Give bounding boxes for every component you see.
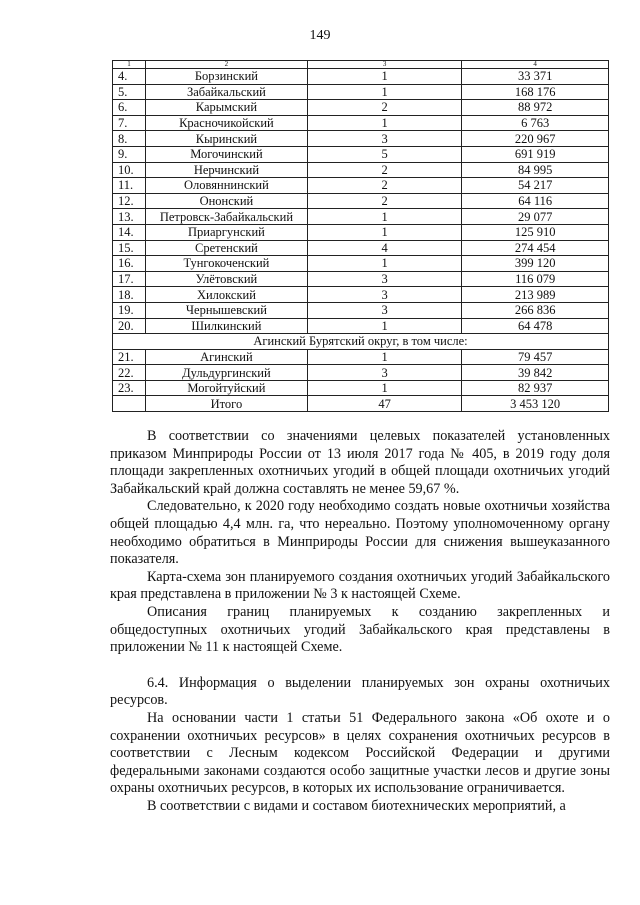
district-name: Приаргунский (145, 224, 307, 240)
hunting-grounds-count: 1 (307, 256, 461, 272)
district-name: Забайкальский (145, 84, 307, 100)
district-name: Ононский (145, 193, 307, 209)
hunting-grounds-count: 1 (307, 69, 461, 85)
table-row (113, 193, 609, 209)
column-number: 3 (307, 61, 461, 69)
total-empty-cell (113, 396, 146, 412)
row-number: 20. (113, 318, 146, 334)
district-name: Красночикойский (145, 115, 307, 131)
area-value: 64 116 (462, 193, 609, 209)
area-value: 64 478 (462, 318, 609, 334)
table-row (113, 115, 609, 131)
table-row (113, 178, 609, 194)
district-name: Борзинский (145, 69, 307, 85)
section-heading: 6.4. Информация о выделении планируемых зон охраны охотничьих ресурсов. (110, 674, 610, 709)
section-header-row (113, 334, 609, 350)
hunting-grounds-table (112, 60, 609, 412)
row-number: 9. (113, 146, 146, 162)
row-number: 11. (113, 178, 146, 194)
row-number: 5. (113, 84, 146, 100)
area-value: 82 937 (462, 380, 609, 396)
paragraph: Карта-схема зон планируемого создания охотничьих угодий Забайкальского края представлена в приложении № 3 к настоящей Схеме. (110, 568, 610, 603)
column-number: 2 (145, 61, 307, 69)
area-value: 125 910 (462, 224, 609, 240)
district-name: Агинский (145, 349, 307, 365)
table-row (113, 271, 609, 287)
district-name: Петровск-Забайкальский (145, 209, 307, 225)
row-number: 15. (113, 240, 146, 256)
area-value: 33 371 (462, 69, 609, 85)
row-number: 8. (113, 131, 146, 147)
table-row (113, 69, 609, 85)
district-name: Дульдургинский (145, 365, 307, 381)
column-number: 4 (462, 61, 609, 69)
row-number: 19. (113, 302, 146, 318)
hunting-grounds-count: 1 (307, 115, 461, 131)
table-row (113, 287, 609, 303)
row-number: 6. (113, 100, 146, 116)
district-name: Карымский (145, 100, 307, 116)
hunting-grounds-count: 3 (307, 365, 461, 381)
area-value: 213 989 (462, 287, 609, 303)
hunting-grounds-count: 3 (307, 271, 461, 287)
row-number: 17. (113, 271, 146, 287)
paragraph: В соответствии с видами и составом биотехнических мероприятий, а (147, 797, 566, 814)
row-number: 10. (113, 162, 146, 178)
hunting-grounds-count: 2 (307, 162, 461, 178)
page-number: 149 (309, 28, 331, 43)
table-row (113, 302, 609, 318)
area-value: 266 836 (462, 302, 609, 318)
area-value: 54 217 (462, 178, 609, 194)
column-number: 1 (113, 61, 146, 69)
hunting-grounds-count: 1 (307, 380, 461, 396)
total-area: 3 453 120 (462, 396, 609, 412)
row-number: 13. (113, 209, 146, 225)
table-row (113, 380, 609, 396)
district-name: Шилкинский (145, 318, 307, 334)
hunting-grounds-count: 5 (307, 146, 461, 162)
table-row (113, 131, 609, 147)
table-row (113, 365, 609, 381)
table-row (113, 349, 609, 365)
row-number: 7. (113, 115, 146, 131)
row-number: 21. (113, 349, 146, 365)
hunting-grounds-count: 2 (307, 100, 461, 116)
district-name: Могочинский (145, 146, 307, 162)
area-value: 399 120 (462, 256, 609, 272)
area-value: 274 454 (462, 240, 609, 256)
area-value: 168 176 (462, 84, 609, 100)
area-value: 116 079 (462, 271, 609, 287)
district-name: Могойтуйский (145, 380, 307, 396)
row-number: 22. (113, 365, 146, 381)
area-value: 691 919 (462, 146, 609, 162)
area-value: 29 077 (462, 209, 609, 225)
row-number: 18. (113, 287, 146, 303)
hunting-grounds-count: 1 (307, 318, 461, 334)
hunting-grounds-count: 2 (307, 178, 461, 194)
table-row (113, 146, 609, 162)
hunting-grounds-count: 3 (307, 131, 461, 147)
area-value: 88 972 (462, 100, 609, 116)
hunting-grounds-count: 3 (307, 302, 461, 318)
total-count: 47 (307, 396, 461, 412)
hunting-grounds-count: 1 (307, 224, 461, 240)
district-name: Тунгокоченский (145, 256, 307, 272)
total-row (113, 396, 609, 412)
table-row (113, 318, 609, 334)
district-name: Кыринский (145, 131, 307, 147)
area-value: 6 763 (462, 115, 609, 131)
hunting-grounds-count: 1 (307, 209, 461, 225)
paragraph: В соответствии со значениями целевых показателей установленных приказом Минприроды России от 13 июля 2017 года № 405, в 2019 году доля площади закрепленных охотничьих угодий в общей площади охотничьих угодий Забайкальский край должна составлять не менее 59,67 %. (110, 428, 610, 497)
row-number: 23. (113, 380, 146, 396)
paragraph: На основании части 1 статьи 51 Федерального закона «Об охоте и о сохранении охотничьих ресурсов» в целях сохранения охотничьих ресурсов в соответствии с Лесным кодексом Российской Федерации и другими федеральными законами создаются особо защитные участки лесов и другие зоны охраны охотничьих ресурсов, в которых их использование ограничивается. (110, 709, 610, 797)
district-name: Хилокский (145, 287, 307, 303)
district-name: Улётовский (145, 271, 307, 287)
hunting-grounds-count: 2 (307, 193, 461, 209)
paragraph: Следовательно, к 2020 году необходимо создать новые охотничьи хозяйства общей площадью 4,4 млн. га, что нереально. Поэтому уполномоченному органу необходимо обратиться в Минприроды России для снижения вышеуказанного показателя. (110, 498, 610, 568)
hunting-grounds-count: 1 (307, 84, 461, 100)
body-text (110, 428, 610, 815)
total-label: Итого (145, 396, 307, 412)
paragraph: Описания границ планируемых к созданию закрепленных и общедоступных охотничьих угодий Забайкальского края представлены в приложении № 11 к настоящей Схеме. (110, 603, 610, 656)
column-number-row (113, 61, 609, 69)
table-row (113, 84, 609, 100)
table-row (113, 224, 609, 240)
row-number: 12. (113, 193, 146, 209)
district-name: Чернышевский (145, 302, 307, 318)
row-number: 16. (113, 256, 146, 272)
area-value: 84 995 (462, 162, 609, 178)
hunting-grounds-count: 4 (307, 240, 461, 256)
table-row (113, 162, 609, 178)
table-row (113, 100, 609, 116)
district-name: Нерчинский (145, 162, 307, 178)
area-value: 220 967 (462, 131, 609, 147)
hunting-grounds-count: 1 (307, 349, 461, 365)
district-name: Оловяннинский (145, 178, 307, 194)
section-header: Агинский Бурятский округ, в том числе: (113, 334, 609, 350)
district-name: Сретенский (145, 240, 307, 256)
table-row (113, 209, 609, 225)
hunting-grounds-count: 3 (307, 287, 461, 303)
table-row (113, 240, 609, 256)
area-value: 79 457 (462, 349, 609, 365)
table-row (113, 256, 609, 272)
area-value: 39 842 (462, 365, 609, 381)
row-number: 4. (113, 69, 146, 85)
row-number: 14. (113, 224, 146, 240)
